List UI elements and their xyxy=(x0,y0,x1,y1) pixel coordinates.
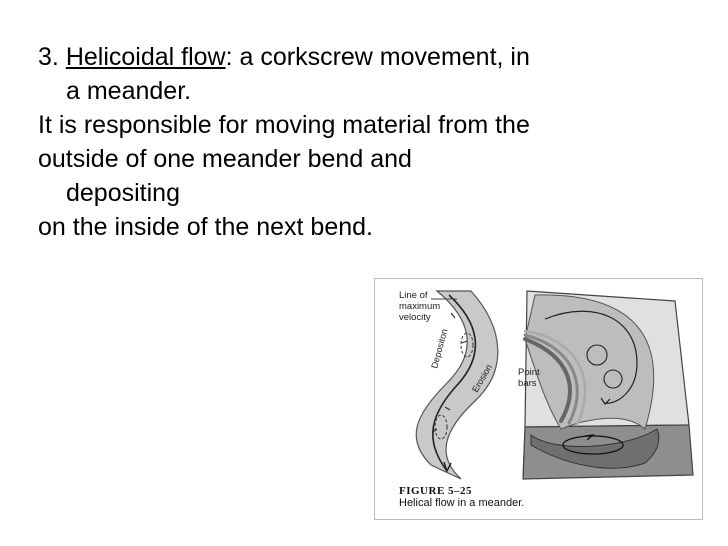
meander-diagram xyxy=(375,279,702,519)
figure-caption-block xyxy=(399,485,689,509)
label-velocity-line-1: Line of xyxy=(399,290,428,301)
body-line-3-continuation: depositing xyxy=(66,179,180,207)
label-velocity-line-2: maximum xyxy=(399,301,441,312)
term-helicoidal-flow: Helicoidal flow xyxy=(65,43,226,71)
figure-number: FIGURE 5–25 xyxy=(399,485,473,497)
block-diagram xyxy=(523,291,693,479)
body-line-2: It is responsible for moving material from the xyxy=(38,111,530,139)
label-deposition: Depositon xyxy=(429,327,450,370)
term-definition: : a corkscrew movement, in xyxy=(225,43,530,71)
item-number: 3. xyxy=(38,43,59,71)
slide-body-text xyxy=(38,40,698,244)
item-3-line xyxy=(38,40,698,74)
figure-caption: Helical flow in a meander. xyxy=(399,497,525,509)
body-line-4: on the inside of the next bend. xyxy=(38,213,373,241)
meander-figure xyxy=(374,278,703,520)
label-erosion: Erosion xyxy=(470,362,494,394)
body-line-3: outside of one meander bend and xyxy=(38,145,412,173)
label-velocity-line-3: velocity xyxy=(399,312,431,323)
label-point-bars-line-2: bars xyxy=(518,378,537,389)
label-point-bars-line-1: Point xyxy=(518,367,540,378)
definition-continuation: a meander. xyxy=(66,77,192,105)
